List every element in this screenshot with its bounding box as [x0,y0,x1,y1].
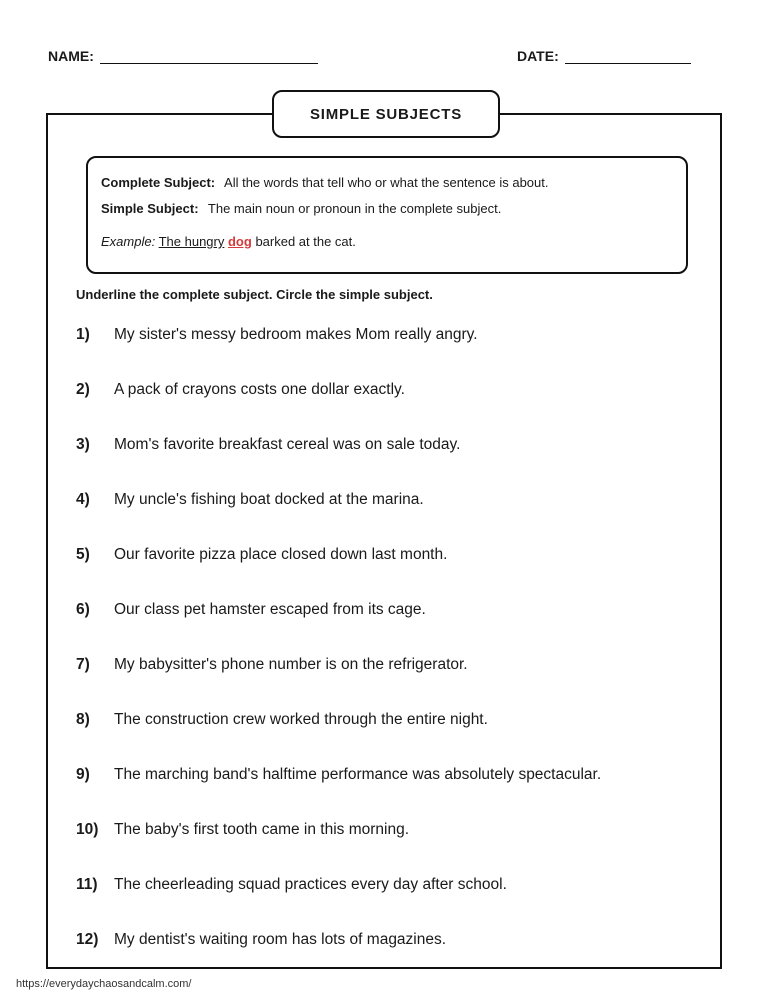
question-item[interactable] [76,491,424,509]
complete-subject-label: Complete Subject: [101,175,216,190]
name-label: NAME: [48,48,94,64]
date-field[interactable] [517,48,691,64]
question-number: 12) [76,931,99,948]
question-text[interactable]: My sister's messy bedroom makes Mom really angry. [114,326,478,343]
complete-subject-definition [101,175,549,190]
question-text[interactable]: Our favorite pizza place closed down last month. [114,546,448,563]
question-text[interactable]: Mom's favorite breakfast cereal was on sale today. [114,436,461,453]
question-text[interactable]: The cheerleading squad practices every day after school. [114,876,507,893]
question-text[interactable]: The marching band's halftime performance was absolutely spectacular. [114,766,602,783]
simple-subject-text: The main noun or pronoun in the complete subject. [207,201,502,216]
question-number: 11) [76,876,98,893]
instructions: Underline the complete subject. Circle the simple subject. [76,287,433,302]
question-item[interactable] [76,601,426,619]
question-item[interactable] [76,711,488,729]
question-item[interactable] [76,436,460,454]
question-number: 7) [76,656,90,673]
worksheet-title: SIMPLE SUBJECTS [272,90,500,138]
question-number: 8) [76,711,90,728]
question-text[interactable]: My dentist's waiting room has lots of magazines. [114,931,447,948]
example-label: Example: [101,234,156,249]
example-simple-subject: dog [227,234,252,249]
question-number: 3) [76,436,90,453]
question-number: 9) [76,766,90,783]
question-text[interactable]: A pack of crayons costs one dollar exactly. [114,381,405,398]
question-number: 5) [76,546,90,563]
question-text[interactable]: Our class pet hamster escaped from its cage. [114,601,426,618]
question-text[interactable]: My uncle's fishing boat docked at the marina. [114,491,424,508]
name-blank-line[interactable] [100,49,318,64]
footer-url: https://everydaychaosandcalm.com/ [16,978,192,990]
question-item[interactable] [76,381,405,399]
question-number: 6) [76,601,90,618]
example-sentence [101,234,356,249]
date-label: DATE: [517,48,559,64]
complete-subject-text: All the words that tell who or what the sentence is about. [224,175,549,190]
question-number: 2) [76,381,90,398]
simple-subject-definition [101,201,501,216]
example-predicate: barked at the cat. [255,234,356,249]
question-text[interactable]: The baby's first tooth came in this morning. [114,821,410,838]
question-item[interactable] [76,546,447,564]
question-item[interactable] [76,821,409,839]
question-number: 1) [76,326,90,343]
question-item[interactable] [76,326,478,344]
definitions-box [86,156,688,274]
question-text[interactable]: My babysitter's phone number is on the refrigerator. [114,656,468,673]
question-item[interactable] [76,876,507,894]
date-blank-line[interactable] [565,49,691,64]
question-number: 4) [76,491,90,508]
question-item[interactable] [76,931,446,949]
simple-subject-label: Simple Subject: [101,201,199,216]
question-item[interactable] [76,766,601,784]
question-text[interactable]: The construction crew worked through the entire night. [114,711,488,728]
question-item[interactable] [76,656,468,674]
example-complete-subject: The hungry [158,234,225,249]
question-number: 10) [76,821,99,838]
name-field[interactable] [48,48,318,64]
